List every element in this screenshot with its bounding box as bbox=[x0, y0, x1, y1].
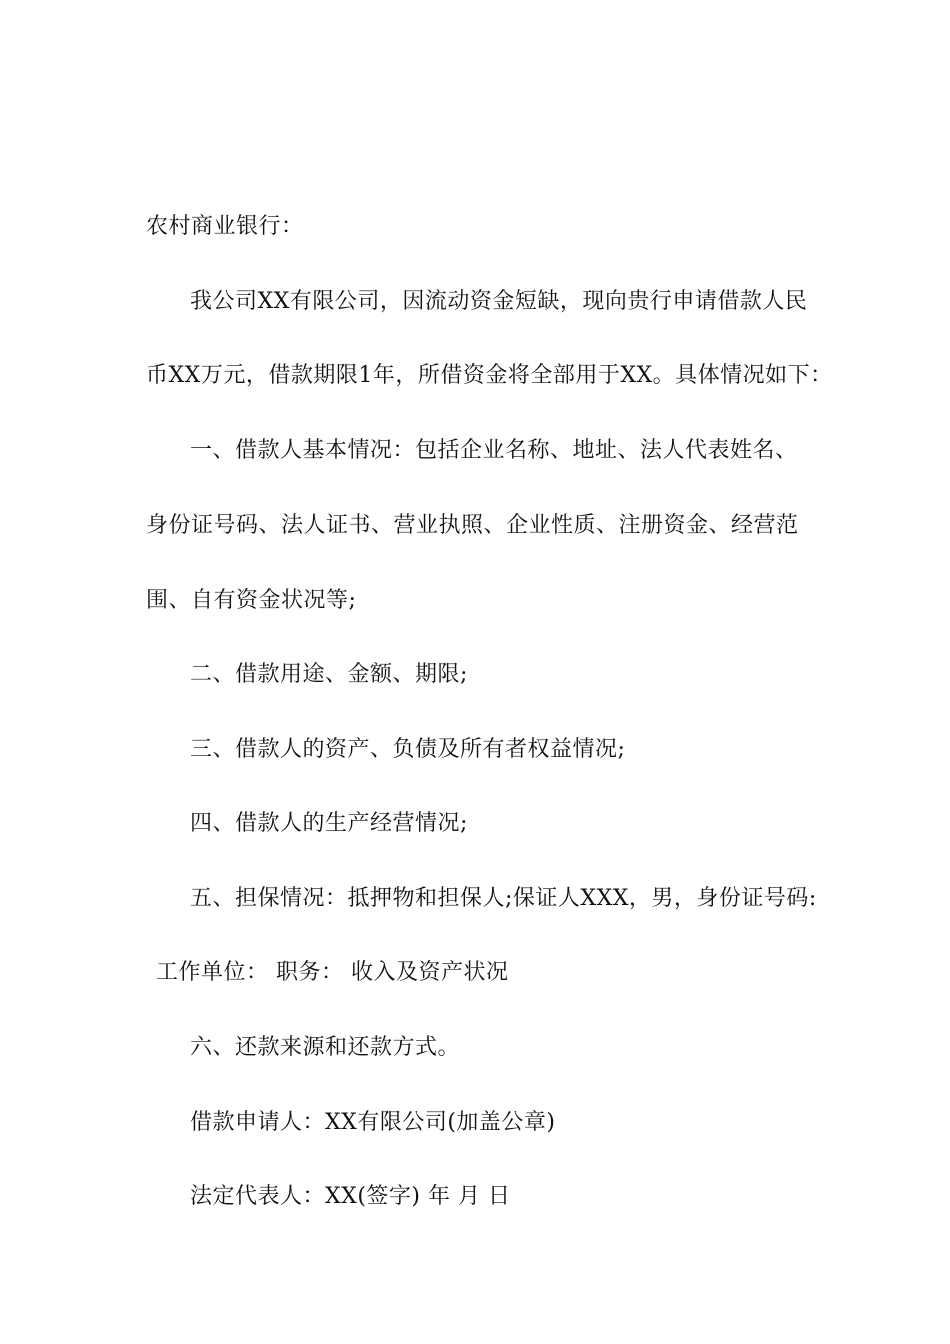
item-1-line-2: 身份证号码、法人证书、营业执照、企业性质、注册资金、经营范 bbox=[146, 513, 799, 538]
paragraph-1-line-1: 我公司XX有限公司，因流动资金短缺，现向贵行申请借款人民 bbox=[190, 289, 808, 314]
salutation: 农村商业银行： bbox=[146, 214, 304, 239]
item-6: 六、还款来源和还款方式。 bbox=[190, 1035, 461, 1060]
paragraph-1-line-2: 币XX万元，借款期限1年，所借资金将全部用于XX。具体情况如下： bbox=[146, 363, 833, 388]
item-1-line-1: 一、借款人基本情况：包括企业名称、地址、法人代表姓名、 bbox=[190, 438, 798, 463]
item-2: 二、借款用途、金额、期限; bbox=[190, 662, 468, 687]
item-5-line-2: 工作单位： 职务： 收入及资产状况 bbox=[156, 960, 509, 985]
item-1-line-3: 围、自有资金状况等; bbox=[146, 588, 357, 613]
item-5-line-1: 五、担保情况：抵押物和担保人;保证人XXX，男，身份证号码: bbox=[190, 886, 817, 911]
applicant-signature-line: 借款申请人：XX有限公司(加盖公章) bbox=[190, 1110, 556, 1135]
legal-representative-line: 法定代表人：XX(签字) 年 月 日 bbox=[190, 1184, 511, 1209]
item-3: 三、借款人的资产、负债及所有者权益情况; bbox=[190, 737, 626, 762]
item-4: 四、借款人的生产经营情况; bbox=[190, 811, 468, 836]
